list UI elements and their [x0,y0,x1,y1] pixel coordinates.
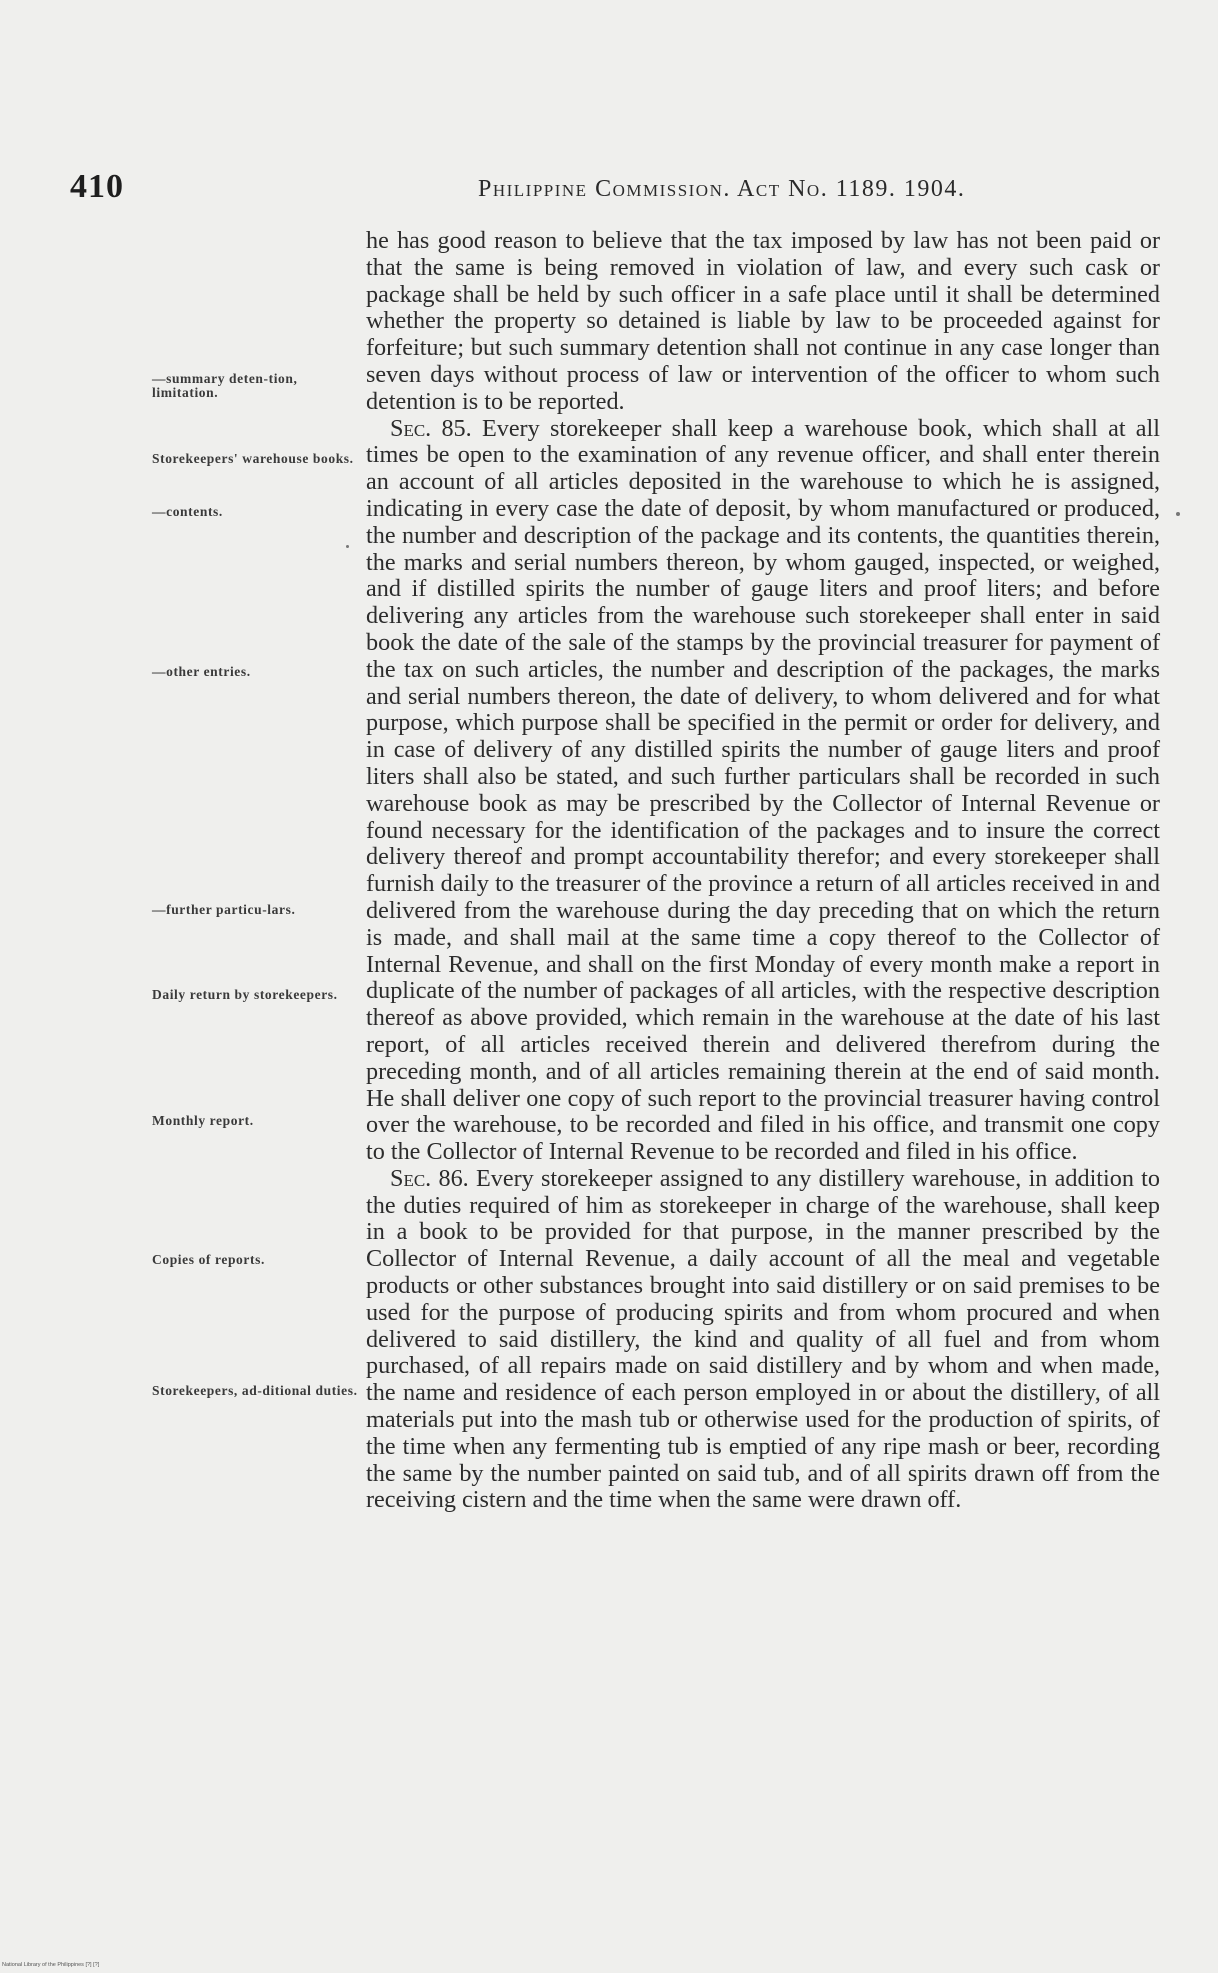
margin-note-daily-return: Daily return by storekeepers. [152,987,338,1002]
section-86-text: Every storekeeper assigned to any distillery warehouse, in addition to the duties required of him as storekeeper in charge of the warehouse, shall keep in a book to be provided for that purpose, in the manner prescribed by the Collector of Internal Revenue, a daily account of all the meal and vegetable products or other substances brought into said distillery or on said premises to be used for the purpose of producing spirits and from whom procured and when delivered to said distillery, the kind and quality of all fuel and from whom purchased, of all repairs made on said distillery and by whom and when made, the name and residence of each person employed in or about the distillery, of all materials put into the mash tub or otherwise used for the production of spirits, of the time when any fermenting tub is emptied of any ripe mash or beer, recording the same by the number painted on said tub, and of all spirits drawn off from the receiving cistern and the time when the same were drawn off. [366,1164,1160,1514]
scan-speck [1176,512,1180,516]
paragraph-continued: he has good reason to believe that the tax imposed by law has not been paid or that the same is being removed in violation of law, and every such cask or package shall be held by such officer in a safe place until it shall be determined whether the property so detained is liable by law to be proceeded against for forfeiture; but such summary detention shall not continue in any case longer than seven days without process of law or intervention of the officer to whom such detention is to be reported. [366,227,1160,415]
margin-note-summary-detention: —summary deten-tion, limitation. [152,371,298,400]
scan-speck [346,545,349,548]
section-85-label: Sec. 85. [390,414,472,442]
margin-note-monthly-report: Monthly report. [152,1113,254,1128]
section-86-label: Sec. 86. [390,1164,469,1192]
scan-credit: National Library of the Philippines [?] [?] [2,1962,100,1968]
section-85 [366,416,1160,1166]
margin-note-contents: —contents. [152,504,223,519]
margin-note-further-particulars: —further particu-lars. [152,902,296,917]
margin-note-additional-duties: Storekeepers, ad-ditional duties. [152,1383,358,1398]
body-text [366,228,1160,1514]
margin-note-other-entries: —other entries. [152,664,251,679]
section-85-text: Every storekeeper shall keep a warehouse book, which shall at all times be open to the examination of any revenue officer, and shall enter therein an account of all articles deposited in the warehouse to which he is assigned, indicating in every case the date of deposit, by whom manufactured or produced, the number and description of the package and its contents, the quantities therein, the marks and serial numbers thereon, by whom gauged, inspected, or weighed, and if distilled spirits the number of gauge liters and proof liters; and before delivering any articles from the warehouse such storekeeper shall enter in said book the date of the sale of the stamps by the provincial treasurer for payment of the tax on such articles, the number and description of the packages, the marks and serial numbers thereon, the date of delivery, to whom delivered and for what purpose, which purpose shall be specified in the permit or order for delivery, and in case of delivery of any distilled spirits the number of gauge liters and proof liters shall also be stated, and such further particulars shall be recorded in such warehouse book as may be prescribed by the Collector of Internal Revenue or found necessary for the identification of the packages and to insure the correct delivery thereof and prompt accountability therefor; and every storekeeper shall furnish daily to the treasurer of the province a return of all articles received in and delivered from the warehouse during the day preceding that on which the return is made, and shall mail at the same time a copy thereof to the Collector of Internal Revenue, and shall on the first Monday of every month make a report in duplicate of the number of packages of all articles, with the respective description thereof as above provided, which remain in the warehouse at the date of his last report, of all articles received therein and delivered therefrom during the preceding month, and of all articles remaining therein at the end of said month. He shall deliver one copy of such report to the provincial treasurer having control over the warehouse, to be recorded and filed in his office, and transmit one copy to the Collector of Internal Revenue to be recorded and filed in his office. [366,414,1160,1166]
margin-note-warehouse-books: Storekeepers' warehouse books. [152,451,354,466]
section-86 [366,1166,1160,1514]
page-number: 410 [70,168,124,205]
running-head: Philippine Commission. Act No. 1189. 1904. [478,176,966,202]
margin-note-copies-of-reports: Copies of reports. [152,1252,265,1267]
